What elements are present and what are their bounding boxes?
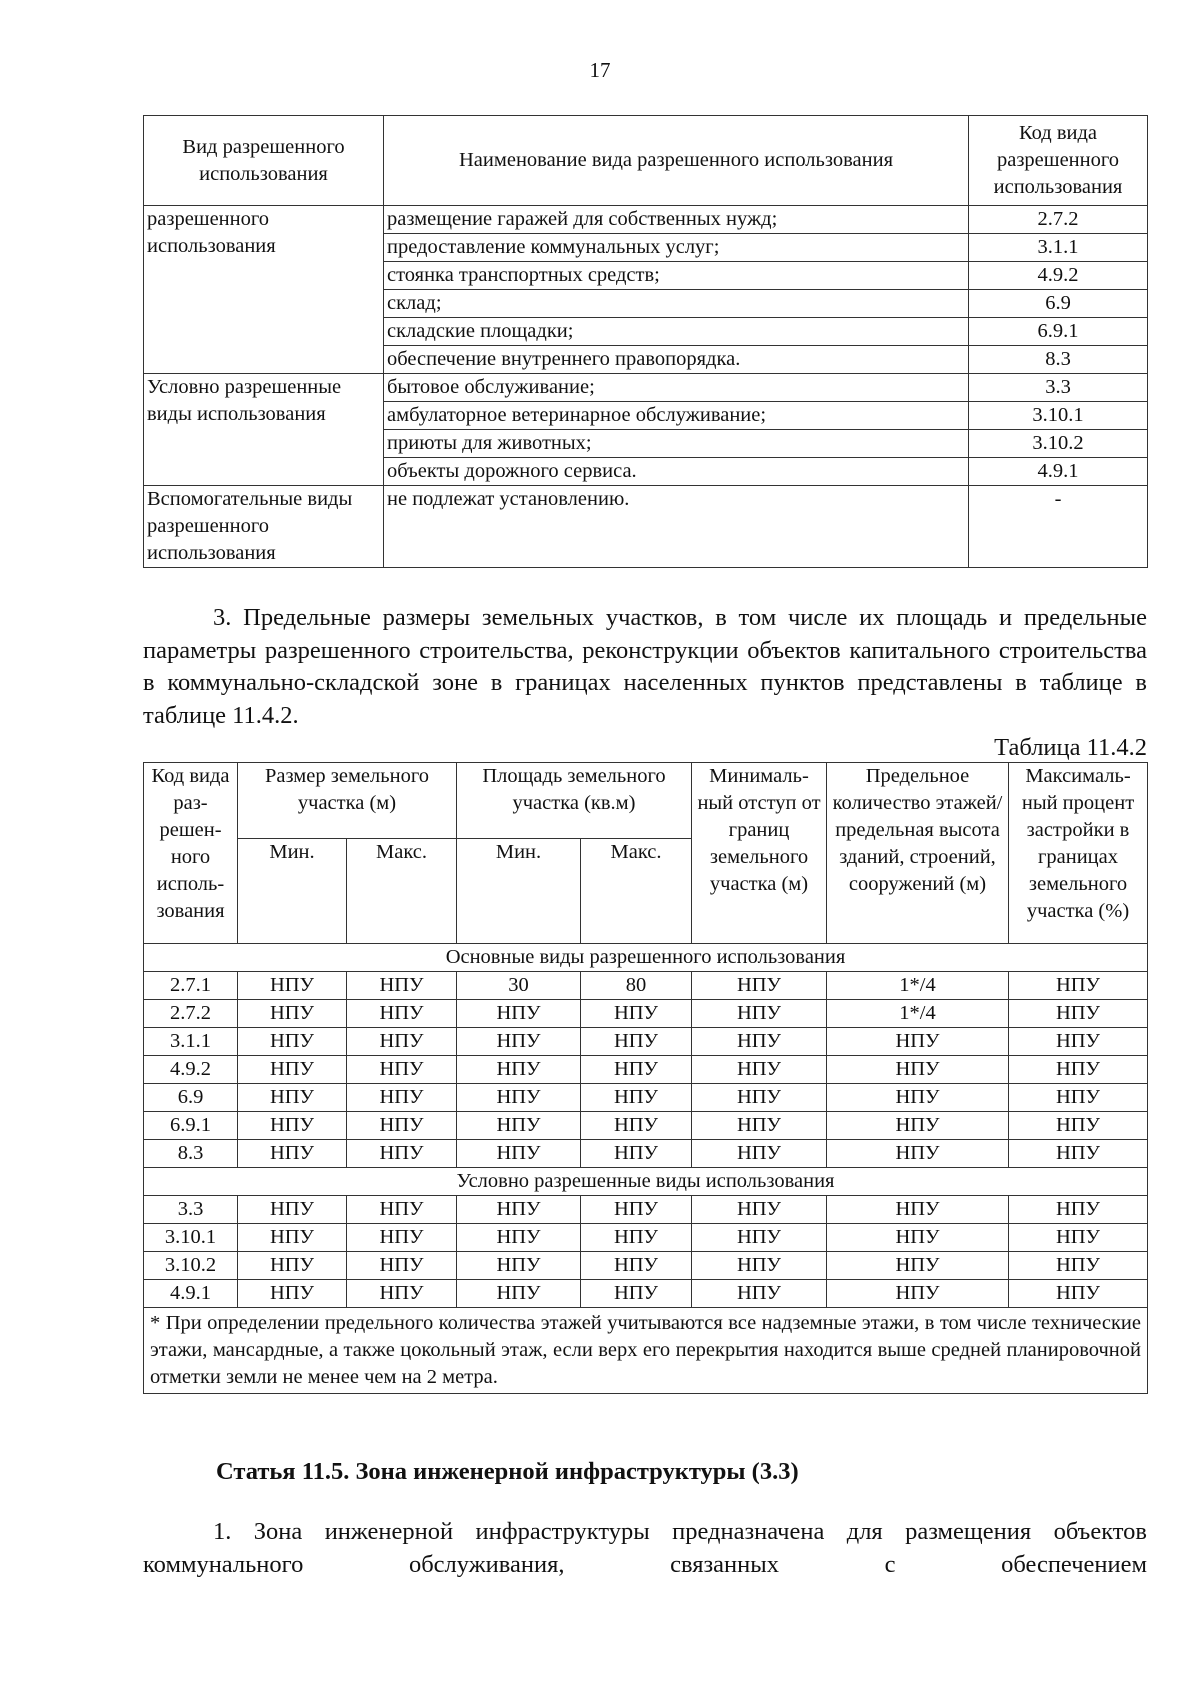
param-cell: НПУ (827, 1028, 1009, 1056)
table-caption: Таблица 11.4.2 (994, 734, 1147, 761)
use-code: 6.9 (969, 290, 1148, 318)
param-cell: НПУ (457, 1056, 581, 1084)
use-code-cell: 2.7.2 (144, 1000, 238, 1028)
use-code: 4.9.2 (969, 262, 1148, 290)
param-cell: НПУ (238, 1224, 347, 1252)
param-cell: НПУ (457, 1028, 581, 1056)
header-setback: Минималь-ный отступ от границ земельного участка (м) (692, 763, 827, 944)
param-cell: НПУ (347, 1196, 457, 1224)
param-cell: НПУ (457, 1252, 581, 1280)
table-row (144, 486, 1148, 568)
use-code: 3.3 (969, 374, 1148, 402)
table-row (144, 1000, 1148, 1028)
param-cell: НПУ (1009, 1196, 1148, 1224)
header-area-min: Мин. (457, 839, 581, 944)
use-code: 3.1.1 (969, 234, 1148, 262)
param-cell: 80 (581, 972, 692, 1000)
use-name: объекты дорожного сервиса. (384, 458, 969, 486)
table-row (144, 1028, 1148, 1056)
table-header-row (144, 763, 1148, 839)
section-title: Условно разрешенные виды использования (144, 1168, 1148, 1196)
param-cell: НПУ (692, 1028, 827, 1056)
table-row (144, 206, 1148, 234)
param-cell: НПУ (1009, 1224, 1148, 1252)
param-cell: НПУ (1009, 1280, 1148, 1308)
param-cell: НПУ (457, 1140, 581, 1168)
table-row (144, 972, 1148, 1000)
param-cell: НПУ (347, 1084, 457, 1112)
param-cell: НПУ (692, 1056, 827, 1084)
table-row (144, 374, 1148, 402)
param-cell: НПУ (457, 1112, 581, 1140)
use-code: 3.10.2 (969, 430, 1148, 458)
param-cell: НПУ (457, 1196, 581, 1224)
param-cell: НПУ (692, 1196, 827, 1224)
param-cell: 30 (457, 972, 581, 1000)
use-code-cell: 8.3 (144, 1140, 238, 1168)
header-coverage: Максималь-ный процент застройки в границах земельного участка (%) (1009, 763, 1148, 944)
use-code-cell: 6.9 (144, 1084, 238, 1112)
param-cell: НПУ (581, 1112, 692, 1140)
table-row (144, 1196, 1148, 1224)
table-header-row (144, 116, 1148, 206)
header-use-type: Вид разрешенного использования (144, 116, 384, 206)
param-cell: НПУ (581, 1252, 692, 1280)
section-row (144, 944, 1148, 972)
use-name: стоянка транспортных средств; (384, 262, 969, 290)
param-cell: НПУ (238, 1196, 347, 1224)
param-cell: НПУ (827, 1224, 1009, 1252)
permitted-use-table (143, 115, 1148, 568)
param-cell: НПУ (1009, 1252, 1148, 1280)
section-row (144, 1168, 1148, 1196)
param-cell: НПУ (238, 1252, 347, 1280)
header-size-min: Мин. (238, 839, 347, 944)
param-cell: НПУ (581, 1000, 692, 1028)
paragraph-3 (143, 602, 1147, 732)
parameters-table (143, 762, 1148, 1394)
param-cell: НПУ (581, 1196, 692, 1224)
param-cell: НПУ (347, 1112, 457, 1140)
param-cell: НПУ (1009, 1140, 1148, 1168)
param-cell: НПУ (827, 1112, 1009, 1140)
use-name: амбулаторное ветеринарное обслуживание; (384, 402, 969, 430)
article-paragraph-1 (143, 1516, 1147, 1581)
param-cell: НПУ (347, 1280, 457, 1308)
use-name: складские площадки; (384, 318, 969, 346)
table-row (144, 1252, 1148, 1280)
use-code: 8.3 (969, 346, 1148, 374)
use-code-cell: 2.7.1 (144, 972, 238, 1000)
param-cell: НПУ (347, 1140, 457, 1168)
param-cell: НПУ (347, 972, 457, 1000)
param-cell: НПУ (457, 1000, 581, 1028)
use-category: Условно разрешенные виды использования (144, 374, 384, 486)
param-cell: НПУ (827, 1196, 1009, 1224)
param-cell: НПУ (692, 1280, 827, 1308)
footnote: * При определении предельного количества этажей учитываются все надземные этажи, в том числе технические этажи, мансардные, а также цокольный этаж, если верх его перекрытия находится выше средней планировочной отметки земли не менее чем на 2 метра. (144, 1308, 1148, 1394)
header-plot-area: Площадь земельного участка (кв.м) (457, 763, 692, 839)
param-cell: 1*/4 (827, 972, 1009, 1000)
param-cell: НПУ (238, 1112, 347, 1140)
table-row (144, 1140, 1148, 1168)
use-code-cell: 3.1.1 (144, 1028, 238, 1056)
param-cell: НПУ (827, 1084, 1009, 1112)
use-code-cell: 6.9.1 (144, 1112, 238, 1140)
use-code-cell: 3.10.1 (144, 1224, 238, 1252)
use-code-cell: 4.9.1 (144, 1280, 238, 1308)
use-name: бытовое обслуживание; (384, 374, 969, 402)
param-cell: НПУ (238, 1028, 347, 1056)
table-row (144, 1056, 1148, 1084)
article-paragraph-1-text: 1. Зона инженерной инфраструктуры предназначена для размещения объектов коммунального обслуживания, связанных с обеспечением (143, 1518, 1147, 1578)
use-code: - (969, 486, 1148, 568)
param-cell: НПУ (1009, 1000, 1148, 1028)
param-cell: НПУ (581, 1140, 692, 1168)
param-cell: НПУ (827, 1252, 1009, 1280)
param-cell: НПУ (457, 1280, 581, 1308)
param-cell: НПУ (238, 1140, 347, 1168)
param-cell: НПУ (1009, 972, 1148, 1000)
use-name: предоставление коммунальных услуг; (384, 234, 969, 262)
use-code: 2.7.2 (969, 206, 1148, 234)
param-cell: НПУ (347, 1252, 457, 1280)
table-row (144, 1112, 1148, 1140)
header-code: Код вида раз-решен-ного исполь-зования (144, 763, 238, 944)
param-cell: НПУ (692, 1112, 827, 1140)
param-cell: НПУ (827, 1140, 1009, 1168)
param-cell: НПУ (692, 1140, 827, 1168)
header-size-max: Макс. (347, 839, 457, 944)
table-row (144, 1084, 1148, 1112)
param-cell: НПУ (827, 1056, 1009, 1084)
table-row (144, 1224, 1148, 1252)
param-cell: НПУ (1009, 1028, 1148, 1056)
use-name: склад; (384, 290, 969, 318)
param-cell: НПУ (238, 972, 347, 1000)
use-code-cell: 3.3 (144, 1196, 238, 1224)
header-use-code: Код вида разрешенного использования (969, 116, 1148, 206)
param-cell: НПУ (347, 1056, 457, 1084)
param-cell: НПУ (1009, 1056, 1148, 1084)
page-number: 17 (589, 58, 611, 82)
param-cell: НПУ (692, 1224, 827, 1252)
use-code: 6.9.1 (969, 318, 1148, 346)
header-area-max: Макс. (581, 839, 692, 944)
param-cell: НПУ (238, 1000, 347, 1028)
param-cell: НПУ (581, 1224, 692, 1252)
header-floors: Предельное количество этажей/ предельная высота зданий, строений, сооружений (м) (827, 763, 1009, 944)
param-cell: НПУ (692, 1252, 827, 1280)
param-cell: НПУ (1009, 1112, 1148, 1140)
article-heading: Статья 11.5. Зона инженерной инфраструктуры (3.3) (216, 1458, 799, 1485)
param-cell: НПУ (457, 1084, 581, 1112)
use-name: обеспечение внутреннего правопорядка. (384, 346, 969, 374)
param-cell: НПУ (347, 1000, 457, 1028)
use-code-cell: 4.9.2 (144, 1056, 238, 1084)
param-cell: НПУ (347, 1224, 457, 1252)
paragraph-3-text: 3. Предельные размеры земельных участков, в том числе их площадь и предельные параметры разрешенного строительства, реконструкции объектов капитального строительства в коммунально-складской зоне в границах населенных пунктов представлены в таблице в таблице 11.4.2. (143, 604, 1147, 729)
param-cell: НПУ (692, 1084, 827, 1112)
param-cell: НПУ (581, 1056, 692, 1084)
use-name: размещение гаражей для собственных нужд; (384, 206, 969, 234)
header-plot-size: Размер земельного участка (м) (238, 763, 457, 839)
section-title: Основные виды разрешенного использования (144, 944, 1148, 972)
param-cell: НПУ (827, 1280, 1009, 1308)
use-code: 4.9.1 (969, 458, 1148, 486)
use-code-cell: 3.10.2 (144, 1252, 238, 1280)
param-cell: НПУ (238, 1280, 347, 1308)
param-cell: НПУ (238, 1084, 347, 1112)
param-cell: НПУ (581, 1028, 692, 1056)
use-code: 3.10.1 (969, 402, 1148, 430)
use-name: не подлежат установлению. (384, 486, 969, 568)
table-row (144, 1280, 1148, 1308)
param-cell: НПУ (1009, 1084, 1148, 1112)
param-cell: НПУ (692, 972, 827, 1000)
param-cell: НПУ (581, 1084, 692, 1112)
param-cell: НПУ (238, 1056, 347, 1084)
header-use-name: Наименование вида разрешенного использования (384, 116, 969, 206)
param-cell: НПУ (347, 1028, 457, 1056)
use-category: Вспомогательные виды разрешенного использования (144, 486, 384, 568)
param-cell: НПУ (457, 1224, 581, 1252)
param-cell: 1*/4 (827, 1000, 1009, 1028)
param-cell: НПУ (692, 1000, 827, 1028)
footnote-row (144, 1308, 1148, 1394)
use-name: приюты для животных; (384, 430, 969, 458)
param-cell: НПУ (581, 1280, 692, 1308)
use-category: разрешенного использования (144, 206, 384, 374)
